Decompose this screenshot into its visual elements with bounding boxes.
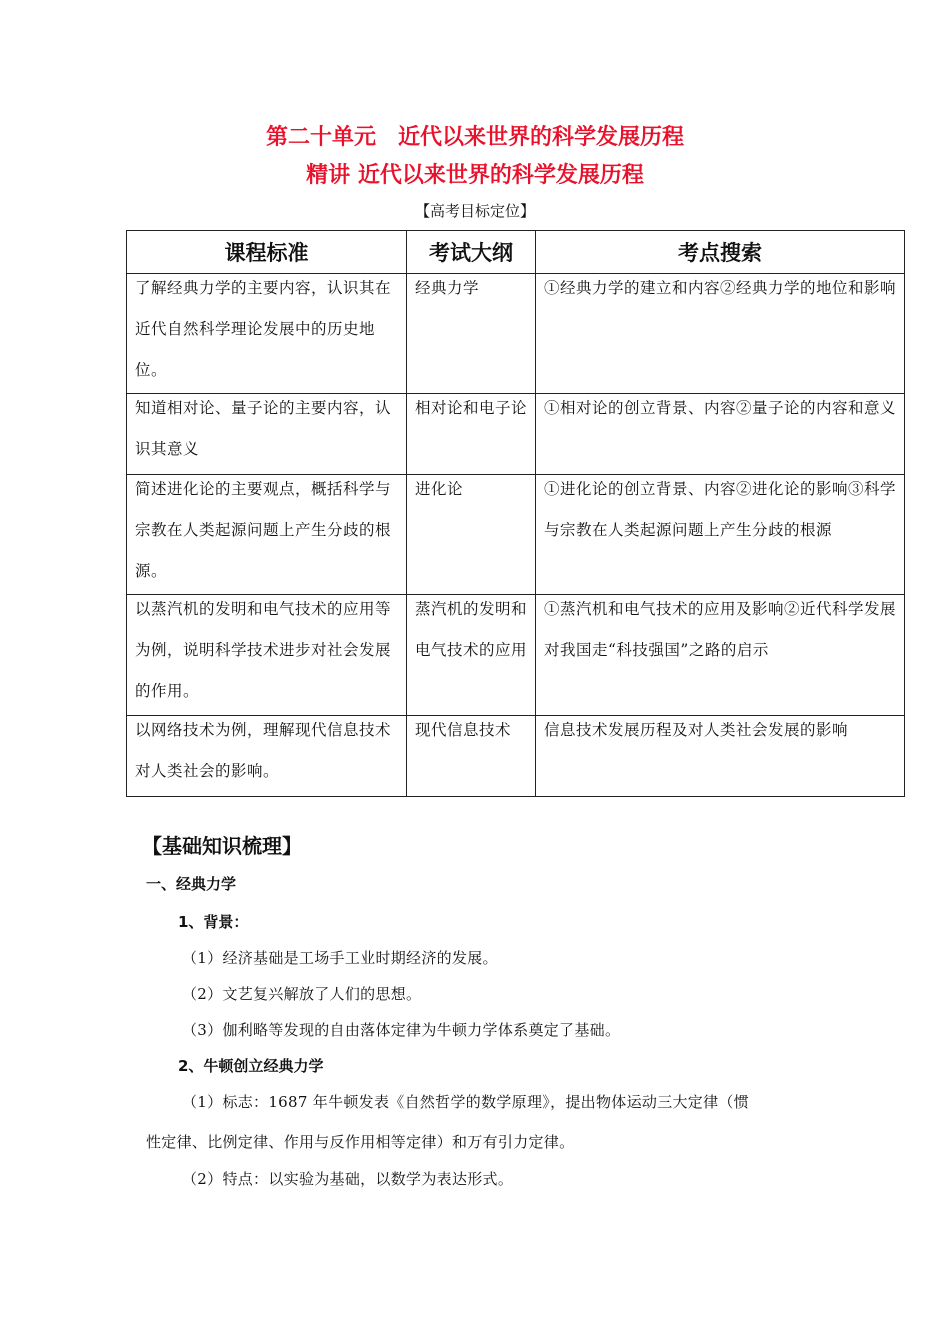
table-row	[127, 716, 905, 797]
list-item: （1）标志：1687 年牛顿发表《自然哲学的数学原理》，提出物体运动三大定律（惯	[182, 1093, 749, 1111]
column-header-search: 考点搜索	[536, 231, 905, 274]
subsection-heading-newton: 2、牛顿创立经典力学	[178, 1057, 324, 1075]
cell-syllabus: 经典力学	[407, 274, 536, 394]
cell-syllabus: 现代信息技术	[407, 716, 536, 797]
cell-standard: 知道相对论、量子论的主要内容，认识其意义	[127, 394, 407, 475]
column-header-syllabus: 考试大纲	[407, 231, 536, 274]
cell-standard: 以蒸汽机的发明和电气技术的应用等为例，说明科学技术进步对社会发展的作用。	[127, 595, 407, 716]
cell-syllabus: 进化论	[407, 475, 536, 595]
exam-goals-table	[126, 230, 905, 797]
column-header-standard: 课程标准	[127, 231, 407, 274]
cell-standard: 了解经典力学的主要内容，认识其在近代自然科学理论发展中的历史地位。	[127, 274, 407, 394]
list-item: （2）特点：以实验为基础，以数学为表达形式。	[182, 1170, 514, 1188]
list-item: （1）经济基础是工场手工业时期经济的发展。	[182, 949, 498, 967]
table-row	[127, 475, 905, 595]
list-item: （3）伽利略等发现的自由落体定律为牛顿力学体系奠定了基础。	[182, 1021, 621, 1039]
cell-syllabus: 相对论和电子论	[407, 394, 536, 475]
cell-search: ①相对论的创立背景、内容②量子论的内容和意义	[536, 394, 905, 475]
cell-syllabus: 蒸汽机的发明和电气技术的应用	[407, 595, 536, 716]
list-item: （2）文艺复兴解放了人们的思想。	[182, 985, 422, 1003]
cell-search: ①蒸汽机和电气技术的应用及影响②近代科学发展对我国走“科技强国”之路的启示	[536, 595, 905, 716]
table-row	[127, 595, 905, 716]
cell-standard: 以网络技术为例，理解现代信息技术对人类社会的影响。	[127, 716, 407, 797]
cell-search: 信息技术发展历程及对人类社会发展的影响	[536, 716, 905, 797]
exam-target-heading: 【高考目标定位】	[414, 202, 535, 220]
cell-standard: 简述进化论的主要观点，概括科学与宗教在人类起源问题上产生分歧的根源。	[127, 475, 407, 595]
subsection-heading-background: 1、背景：	[178, 913, 249, 931]
cell-search: ①经典力学的建立和内容②经典力学的地位和影响	[536, 274, 905, 394]
unit-title: 第二十单元 近代以来世界的科学发展历程	[265, 125, 684, 150]
table-row	[127, 394, 905, 475]
list-item-continuation: 性定律、比例定律、作用与反作用相等定律）和万有引力定律。	[146, 1133, 575, 1151]
lesson-title: 精讲 近代以来世界的科学发展历程	[306, 163, 644, 188]
cell-search: ①进化论的创立背景、内容②进化论的影响③科学与宗教在人类起源问题上产生分歧的根源	[536, 475, 905, 595]
part-heading: 一、经典力学	[146, 875, 237, 893]
section-title: 【基础知识梳理】	[142, 834, 302, 858]
table-row	[127, 274, 905, 394]
